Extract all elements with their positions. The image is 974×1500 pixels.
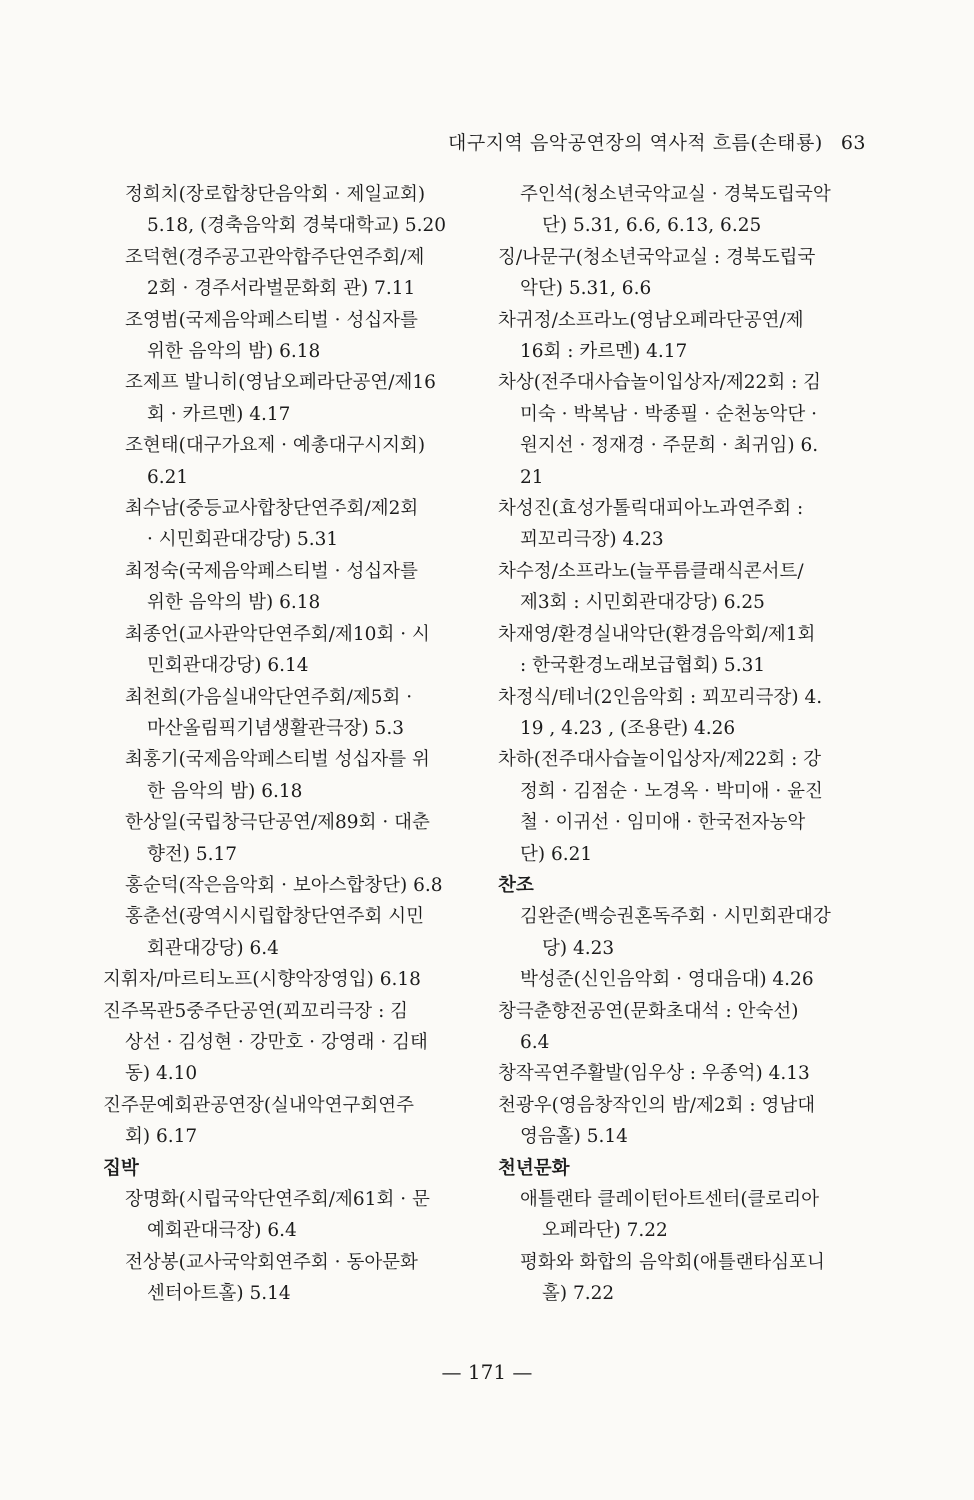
index-entry: 장명화(시립국악단연주회/제61회 · 문 예회관대극장) 6.4 (125, 1189, 430, 1242)
running-head-title: 대구지역 음악공연장의 역사적 흐름(손태룡) (447, 132, 823, 154)
index-entry: 진주목관5중주단공연(꾀꼬리극장 : 김 상선 · 김성현 · 강만호 · 강영래 · 김태 동) 4.10 (103, 1000, 428, 1085)
running-head-page-number: 63 (840, 132, 866, 154)
index-entry: 조제프 발니히(영남오페라단공연/제16 회 · 카르멘) 4.17 (125, 372, 436, 425)
index-entry: 김완준(백승권혼독주회 · 시민회관대강 당) 4.23 (520, 906, 831, 959)
index-entry: 애틀랜타 클레이턴아트센터(클로리아 오페라단) 7.22 (520, 1189, 820, 1242)
index-entry: 주인석(청소년국악교실 · 경북도립국악 단) 5.31, 6.6, 6.13, 6.25 (520, 184, 831, 237)
index-heading: 집박 (103, 1157, 139, 1179)
index-column-right (498, 179, 870, 1310)
index-entry: 차상(전주대사습놀이입상자/제22회 : 김 미숙 · 박복남 · 박종필 · 순천농악단 · 원지선 · 정재경 · 주문희 · 최귀임) 6. 21 (498, 372, 822, 488)
index-entry: 최정숙(국제음악페스티벌 · 성십자를 위한 음악의 밤) 6.18 (125, 560, 418, 614)
index-entry: 홍순덕(작은음악회 · 보아스합창단) 6.8 (125, 874, 443, 896)
index-entry: 전상봉(교사국악회연주회 · 동아문화 센터아트홀) 5.14 (125, 1251, 418, 1305)
index-entry: 지휘자/마르티노프(시향악장영입) 6.18 (103, 969, 421, 991)
index-entry: 창극춘향전공연(문화초대석 : 안숙선) 6.4 (498, 1000, 799, 1053)
index-heading: 천년문화 (498, 1157, 570, 1179)
index-entry: 차귀정/소프라노(영남오페라단공연/제 16회 : 카르멘) 4.17 (498, 309, 804, 363)
index-entry: 정희치(장로합창단음악회 · 제일교회) 5.18, (경축음악회 경북대학교) 5.20 (125, 184, 447, 237)
index-entry: 조영범(국제음악페스티벌 · 성십자를 위한 음악의 밤) 6.18 (125, 309, 418, 363)
index-entry: 한상일(국립창극단공연/제89회 · 대춘 향전) 5.17 (125, 812, 430, 865)
index-entry: 박성준(신인음악회 · 영대음대) 4.26 (520, 969, 814, 991)
index-entry: 창작곡연주활발(임우상 : 우종억) 4.13 (498, 1063, 810, 1085)
index-entry: 최천희(가음실내악단연주회/제5회 · 마산올림픽기념생활관극장) 5.3 (125, 686, 413, 739)
index-entry: 진주문예회관공연장(실내악연구회연주 회) 6.17 (103, 1094, 415, 1148)
index-entry: 최종언(교사관악단연주회/제10회 · 시 민회관대강당) 6.14 (125, 623, 430, 677)
index-entry: 차정식/테너(2인음악회 : 꾀꼬리극장) 4. 19 , 4.23 , (조용란) 4.26 (498, 686, 823, 739)
index-entry: 조현태(대구가요제 · 예총대구시지회) 6.21 (125, 435, 426, 488)
running-head (448, 128, 866, 155)
index-entry: 차성진(효성가톨릭대피아노과연주회 : 꾀꼬리극장) 4.23 (498, 498, 804, 551)
index-entry: 차재영/환경실내악단(환경음악회/제1회 : 한국환경노래보급협회) 5.31 (498, 623, 816, 677)
index-entry: 차하(전주대사습놀이입상자/제22회 : 강 정희 · 김점순 · 노경옥 · 박미애 · 윤진 철 · 이귀선 · 임미애 · 한국전자농악 단) 6.21 (498, 749, 823, 865)
index-entry: 홍춘선(광역시시립합창단연주회 시민 회관대강당) 6.4 (125, 906, 425, 959)
index-entry: 평화와 화합의 음악회(애틀랜타심포니 홀) 7.22 (520, 1251, 825, 1305)
index-entry: 최홍기(국제음악페스티벌 성십자를 위 한 음악의 밤) 6.18 (125, 749, 430, 802)
index-entry: 조덕현(경주공고관악합주단연주회/제 2회 · 경주서라벌문화회 관) 7.11 (125, 246, 425, 300)
page-folio: — 171 — (441, 1360, 533, 1384)
index-heading: 찬조 (498, 874, 534, 896)
index-column-left (103, 179, 469, 1310)
index-entry: 차수정/소프라노(늘푸름클래식콘서트/ 제3회 : 시민회관대강당) 6.25 (498, 560, 804, 614)
index-entry: 징/나문구(청소년국악교실 : 경북도립국 악단) 5.31, 6.6 (498, 246, 816, 300)
index-entry: 최수남(중등교사합창단연주회/제2회 · 시민회관대강당) 5.31 (125, 498, 419, 551)
index-entry: 천광우(영음창작인의 밤/제2회 : 영남대 영음홀) 5.14 (498, 1094, 816, 1148)
